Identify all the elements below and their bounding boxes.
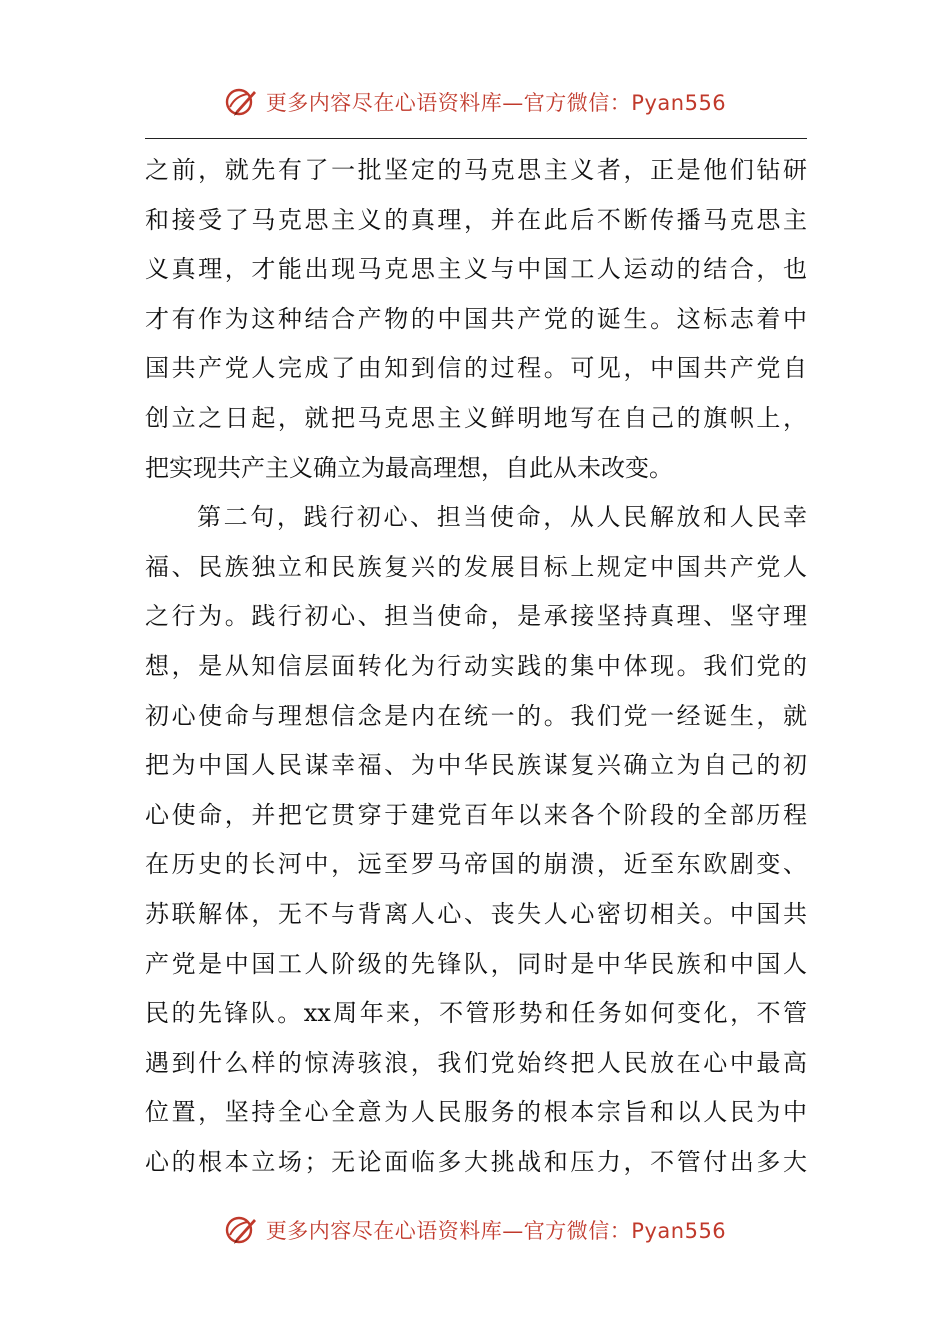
text-line: 创立之日起，就把马克思主义鲜明地写在自己的旗帜上， bbox=[145, 403, 807, 432]
text-line: 位置，坚持全心全意为人民服务的根本宗旨和以人民为中 bbox=[145, 1098, 807, 1127]
text-line: 和接受了马克思主义的真理，并在此后不断传播马克思主 bbox=[145, 205, 807, 234]
text-line: 初心使命与理想信念是内在统一的。我们党一经诞生，就 bbox=[145, 701, 807, 730]
text-line: 产党是中国工人阶级的先锋队，同时是中华民族和中国人 bbox=[145, 949, 807, 978]
text-line: 福、民族独立和民族复兴的发展目标上规定中国共产党人 bbox=[145, 552, 807, 581]
text-line: 才有作为这种结合产物的中国共产党的诞生。这标志着中 bbox=[145, 304, 807, 333]
pen-logo-icon bbox=[224, 1213, 258, 1247]
text-line: 想，是从知信层面转化为行动实践的集中体现。我们党的 bbox=[145, 651, 807, 680]
text-line: 把实现共产主义确立为最高理想，自此从未改变。 bbox=[145, 453, 673, 482]
header-banner bbox=[0, 82, 950, 122]
text-line: 把为中国人民谋幸福、为中华民族谋复兴确立为自己的初 bbox=[145, 751, 807, 780]
text-line: 心使命，并把它贯穿于建党百年以来各个阶段的全部历程 bbox=[145, 800, 807, 829]
banner-text: 更多内容尽在心语资料库—官方微信：Pyan556 bbox=[265, 91, 727, 115]
text-line: 国共产党人完成了由知到信的过程。可见，中国共产党自 bbox=[145, 354, 807, 383]
document-body bbox=[145, 146, 807, 1187]
text-line: 第二句，践行初心、担当使命，从人民解放和人民幸 bbox=[197, 503, 807, 532]
text-line: 之前，就先有了一批坚定的马克思主义者，正是他们钻研 bbox=[145, 156, 807, 184]
pen-logo-icon bbox=[224, 85, 258, 119]
text-line: 苏联解体，无不与背离人心、丧失人心密切相关。中国共 bbox=[145, 899, 807, 928]
text-line: 在历史的长河中，远至罗马帝国的崩溃，近至东欧剧变、 bbox=[145, 850, 807, 879]
banner-text: 更多内容尽在心语资料库—官方微信：Pyan556 bbox=[265, 1219, 727, 1243]
header-divider bbox=[145, 138, 807, 139]
text-line: 之行为。践行初心、担当使命，是承接坚持真理、坚守理 bbox=[145, 602, 807, 631]
text-line: 民的先锋队。xx周年来，不管形势和任务如何变化，不管 bbox=[145, 999, 807, 1028]
text-line: 遇到什么样的惊涛骇浪，我们党始终把人民放在心中最高 bbox=[145, 1048, 807, 1077]
footer-banner bbox=[0, 1210, 950, 1250]
text-line: 心的根本立场；无论面临多大挑战和压力，不管付出多大 bbox=[145, 1147, 807, 1176]
text-line: 义真理，才能出现马克思主义与中国工人运动的结合，也 bbox=[145, 255, 807, 284]
